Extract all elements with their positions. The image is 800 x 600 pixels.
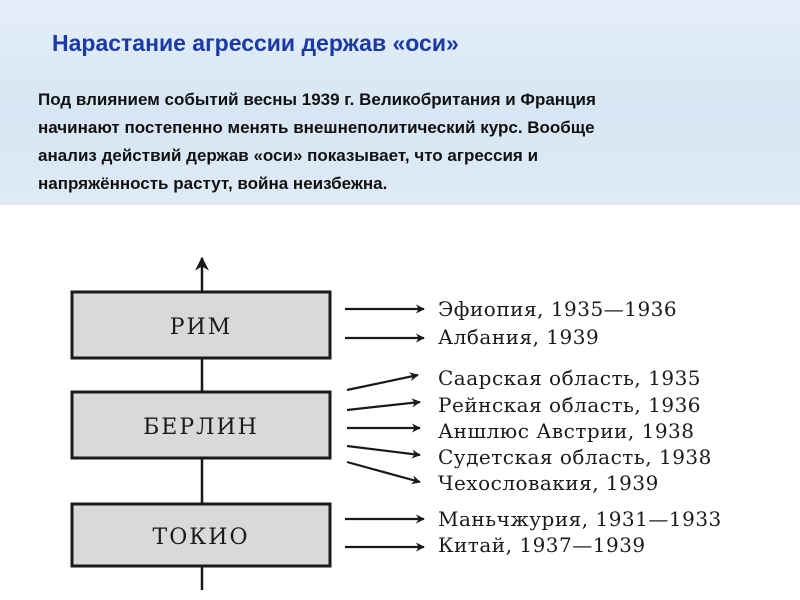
event-manchuria: Маньчжурия, 1931—1933: [438, 507, 722, 531]
capital-label-rome: РИМ: [169, 315, 233, 340]
event-sudetes: Судетская область, 1938: [438, 445, 712, 469]
body-text-line: начинают постепенно менять внешнеполитический курс. Вообще: [38, 118, 595, 137]
capital-label-tokyo: ТОКИО: [152, 525, 250, 550]
event-ethiopia: Эфиопия, 1935—1936: [438, 297, 678, 321]
event-rhineland: Рейнская область, 1936: [438, 393, 702, 417]
event-czechoslovakia: Чехословакия, 1939: [438, 471, 659, 495]
arrow-berlin-sudetes: [347, 446, 420, 455]
event-anschluss: Аншлюс Австрии, 1938: [438, 419, 695, 443]
body-text-line: напряжённость растут, война неизбежна.: [38, 174, 388, 193]
event-saar: Саарская область, 1935: [438, 366, 702, 390]
arrow-berlin-saar: [347, 375, 418, 390]
arrow-berlin-rhineland: [347, 402, 420, 410]
arrow-berlin-czechoslovakia: [347, 462, 420, 482]
body-text-line: анализ действий держав «оси» показывает, что агрессия и: [38, 146, 539, 165]
event-albania: Албания, 1939: [438, 325, 600, 349]
body-text-line: Под влиянием событий весны 1939 г. Великобритания и Франция: [38, 90, 596, 109]
slide-title: Нарастание агрессии держав «оси»: [52, 30, 459, 56]
capital-label-berlin: БЕРЛИН: [143, 415, 259, 440]
event-china: Китай, 1937—1939: [438, 533, 646, 557]
